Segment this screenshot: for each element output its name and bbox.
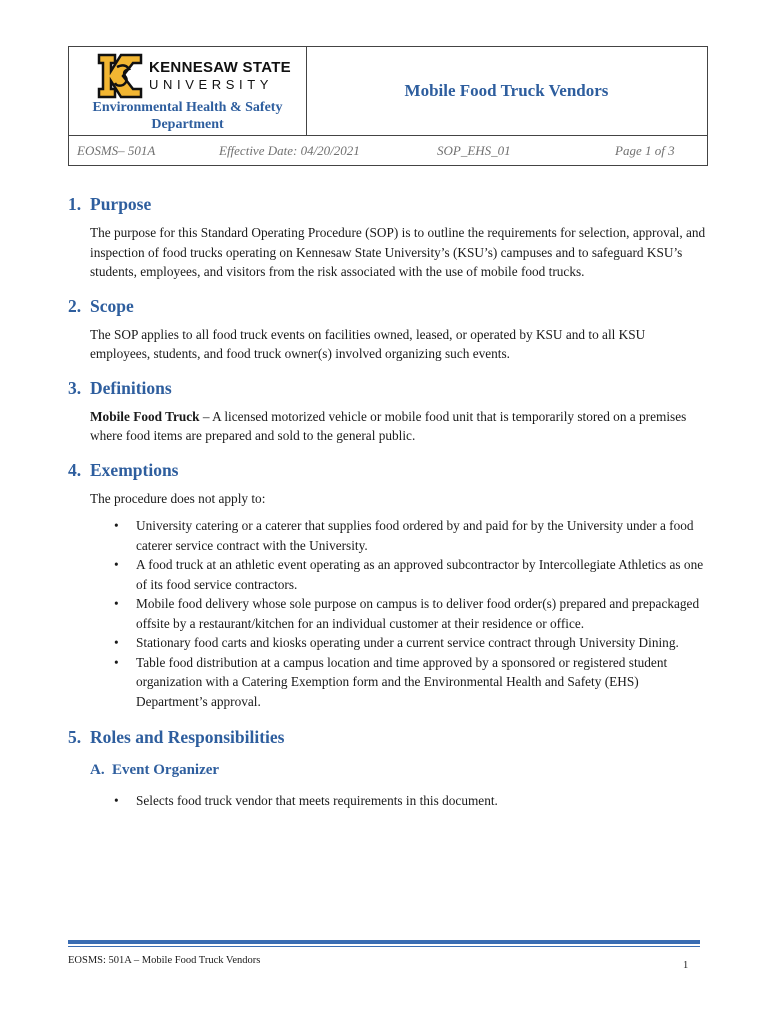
document-title: Mobile Food Truck Vendors (404, 81, 609, 100)
footer-doc-label: EOSMS: 501A – Mobile Food Truck Vendors (68, 955, 261, 966)
scope-text: The SOP applies to all food truck events on facilities owned, leased, or operated by KSU and to all KSU employees, students, and food truck owner(s) involved organizing such events. (90, 326, 646, 361)
definition-paragraph (68, 407, 708, 446)
section-heading-exemptions (68, 460, 708, 481)
list-item: • University catering or a caterer that supplies food ordered by and paid for by the University under a food caterer service contract with the University. (136, 516, 708, 555)
section-number: 4. (68, 459, 82, 480)
section-title: Scope (90, 295, 134, 316)
footer-rule-thin (68, 946, 700, 947)
ksu-logo-mark-icon (95, 53, 145, 99)
section-heading-definitions (68, 378, 708, 399)
page-indicator: Page 1 of 3 (615, 143, 675, 158)
section-heading-roles (68, 727, 708, 748)
section-number: 3. (68, 377, 82, 398)
footer-page-number: 1 (683, 960, 689, 971)
section-number: 5. (68, 727, 82, 747)
subsection-title: Event Organizer (112, 762, 220, 778)
list-item: • Table food distribution at a campus location and time approved by a sponsored or registered student organization with a Catering Exemption form and the Environmental Health and Safety (EHS) Department’s approval. (136, 653, 708, 712)
list-item: • A food truck at an athletic event operating as an approved subcontractor by Intercollegiate Athletics as one of its food service contractors. (136, 555, 708, 594)
footer-rule (68, 940, 700, 944)
section-heading-scope (68, 296, 708, 317)
doc-code: EOSMS– 501A (77, 143, 156, 158)
section-number: 2. (68, 295, 82, 316)
section-number: 1. (68, 194, 82, 214)
header-logo-cell (69, 47, 307, 135)
purpose-text: The purpose for this Standard Operating Procedure (SOP) is to outline the requirements for selection, approval, and inspection of food trucks operating on Kennesaw State University’s (KSU’s) campuses and to safeguard KSU’s students, employees, and visitors from the risk associated with the use of mobile food trucks. (90, 225, 706, 279)
list-item: • Selects food truck vendor that meets requirements in this document. (136, 791, 708, 811)
section-title: Purpose (90, 194, 152, 214)
definition-text: – A licensed motorized vehicle or mobile food unit that is temporarily stored on a premises where food items are prepared and sold to the general public. (90, 408, 687, 443)
section-title: Roles and Responsibilities (90, 727, 285, 747)
effective-date: Effective Date: 04/20/2021 (219, 143, 360, 158)
sop-id: SOP_EHS_01 (437, 143, 511, 158)
event-organizer-list (68, 791, 708, 811)
list-item: • Stationary food carts and kiosks operating under a current service contract through University Dining. (136, 633, 708, 653)
department-name: Environmental Health & Safety Department (92, 100, 283, 132)
ksu-logo (95, 53, 295, 101)
exemptions-list (68, 516, 708, 711)
section-title: Exemptions (90, 459, 179, 480)
list-item: • Mobile food delivery whose sole purpose on campus is to deliver food order(s) prepared and prepackaged offsite by a restaurant/kitchen for an individual customer at their residence or office. (136, 594, 708, 633)
definition-term: Mobile Food Truck (90, 408, 200, 424)
document-header (68, 46, 708, 166)
header-meta-row (69, 136, 707, 166)
header-title-cell (306, 47, 707, 135)
document-body (68, 194, 708, 811)
header-top-row (69, 47, 707, 136)
section-title: Definitions (90, 377, 172, 398)
subsection-number: A. (90, 762, 105, 778)
logo-wordmark-top: KENNESAW STATE (149, 59, 291, 76)
logo-wordmark-bottom: UNIVERSITY (149, 77, 274, 92)
section-heading-purpose (68, 194, 708, 215)
exemptions-intro: The procedure does not apply to: (90, 490, 266, 506)
subsection-heading-event-organizer (68, 762, 708, 779)
